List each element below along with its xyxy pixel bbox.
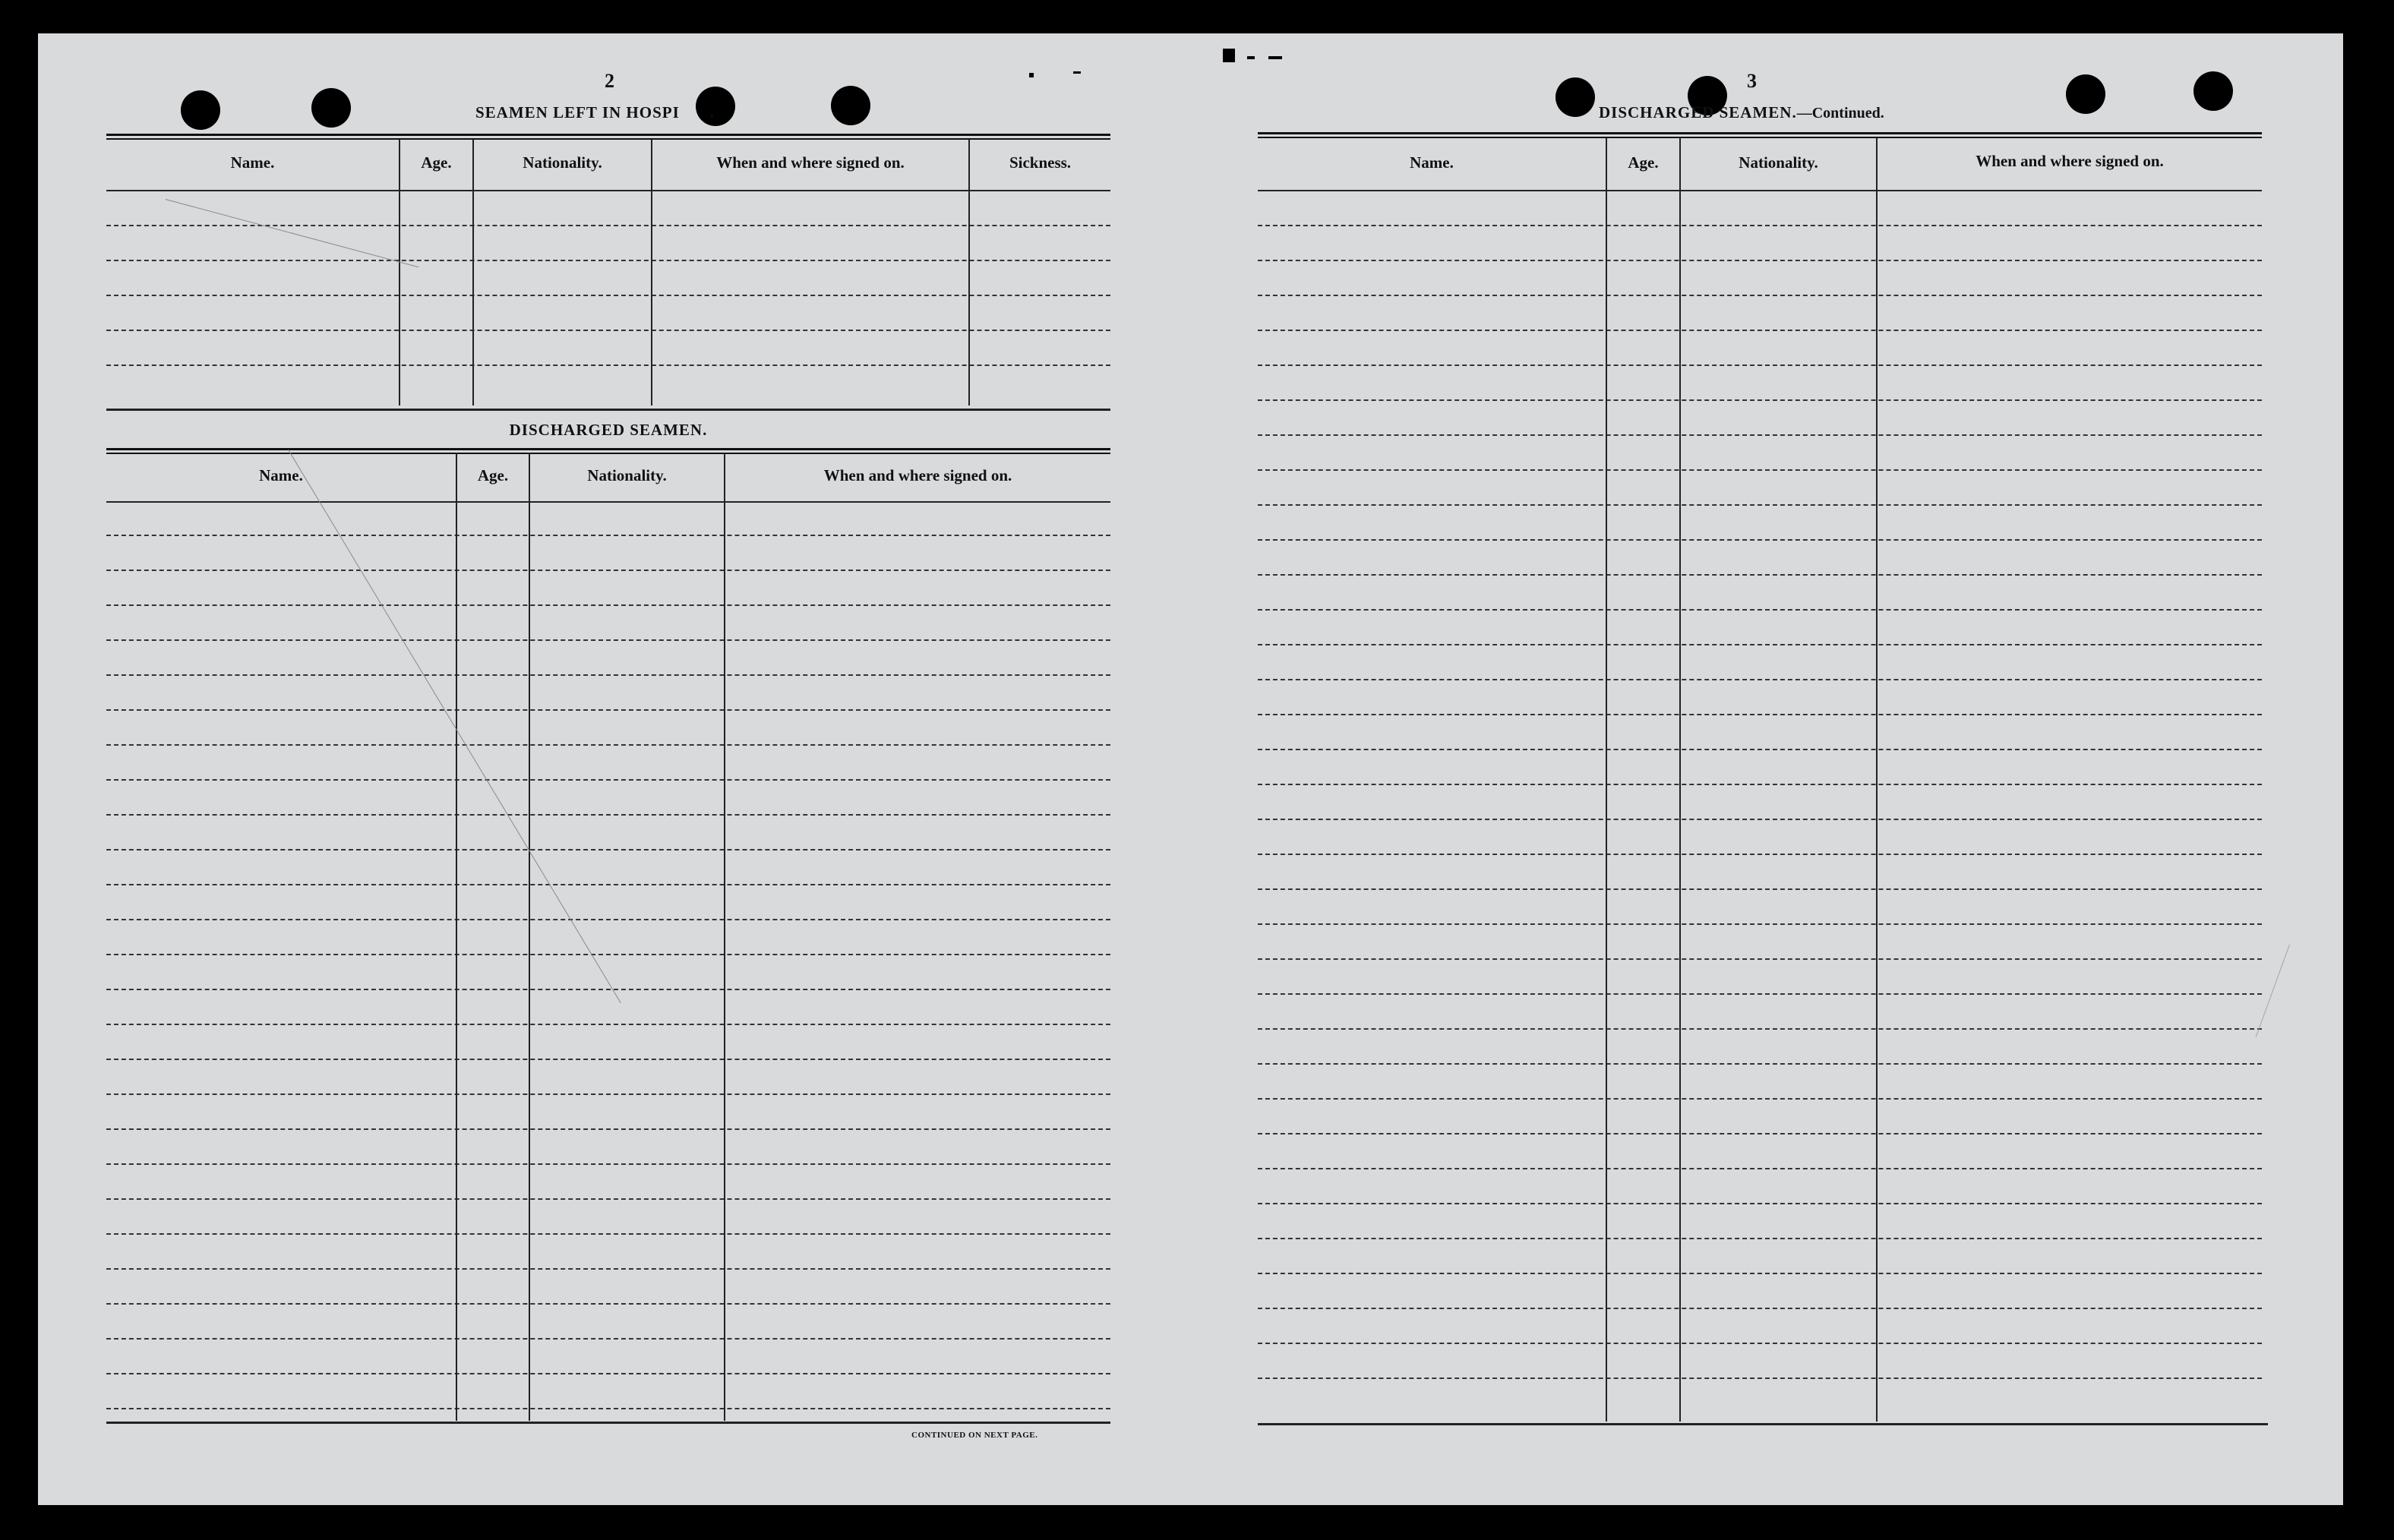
section-rule: [106, 409, 1110, 411]
column-divider: [456, 453, 457, 1421]
header-sickness: Sickness.: [1009, 153, 1072, 172]
ruled-row-line: [1258, 993, 2262, 995]
ruled-row-line: [106, 295, 1110, 296]
ink-speck: [1073, 71, 1081, 74]
header-age: Age.: [477, 466, 509, 484]
ruled-row-line: [1258, 609, 2262, 611]
rule-double: [1258, 132, 2262, 134]
ruled-row-line: [1258, 644, 2262, 645]
ruled-row-line: [1258, 539, 2262, 541]
ruled-row-line: [106, 849, 1110, 850]
section-title-end: .: [709, 103, 715, 121]
header-name: Name.: [230, 153, 275, 172]
ruled-row-line: [1258, 1238, 2262, 1239]
ruled-row-line: [106, 884, 1110, 885]
ruled-row-line: [106, 709, 1110, 711]
ruled-row-line: [106, 639, 1110, 641]
ruled-row-line: [1258, 1203, 2262, 1204]
header-nationality: Nationality.: [587, 466, 667, 484]
ruled-row-line: [106, 604, 1110, 606]
ruled-row-line: [1258, 679, 2262, 680]
ruled-row-line: [1258, 749, 2262, 750]
column-divider: [651, 140, 652, 406]
ruled-row-line: [106, 330, 1110, 331]
header-age: Age.: [1628, 153, 1659, 172]
ruled-row-line: [106, 1408, 1110, 1409]
column-divider: [724, 453, 725, 1421]
header-nationality: Nationality.: [523, 153, 602, 172]
title-part: ED SEAMEN.: [1691, 103, 1797, 121]
ruled-row-line: [106, 1233, 1110, 1235]
header-when-where-signed-on: When and where signed on.: [716, 153, 905, 172]
ruled-row-line: [106, 1024, 1110, 1025]
ruled-row-line: [1258, 1168, 2262, 1169]
title-part: DISCHARG: [1599, 103, 1691, 121]
ruled-row-line: [106, 779, 1110, 781]
ruled-row-line: [1258, 399, 2262, 401]
pencil-stroke: [166, 199, 419, 267]
ruled-row-line: [106, 570, 1110, 571]
header-name: Name.: [259, 466, 303, 484]
ruled-row-line: [106, 225, 1110, 226]
column-divider: [1606, 138, 1607, 1422]
ruled-row-line: [106, 674, 1110, 676]
ruled-row-line: [106, 1198, 1110, 1200]
ruled-row-line: [1258, 1273, 2262, 1274]
ruled-row-line: [1258, 958, 2262, 960]
ruled-row-line: [106, 535, 1110, 536]
header-when-where-signed-on: When and where signed on.: [1976, 152, 2164, 170]
column-divider: [399, 140, 400, 406]
ruled-row-line: [1258, 1133, 2262, 1134]
ruled-row-line: [1258, 434, 2262, 436]
section-title-seamen-left-in-hospital: [475, 103, 715, 122]
ruled-row-line: [1258, 1098, 2262, 1100]
ruled-row-line: [1258, 1377, 2262, 1379]
bottom-rule: [106, 1422, 1110, 1424]
page-number-left: 2: [605, 70, 614, 92]
ruled-row-line: [106, 260, 1110, 261]
ruled-row-line: [106, 1303, 1110, 1305]
header-rule: [106, 190, 1110, 191]
ruled-row-line: [1258, 295, 2262, 296]
section-title-text: SEAMEN LEFT IN HOSPI: [475, 103, 680, 121]
ruled-row-line: [106, 1373, 1110, 1374]
ruled-row-line: [1258, 819, 2262, 820]
punch-hole: [181, 90, 220, 130]
column-divider: [1679, 138, 1681, 1422]
ruled-row-line: [1258, 225, 2262, 226]
ruled-row-line: [106, 744, 1110, 746]
ruled-row-line: [106, 1128, 1110, 1130]
column-divider: [968, 140, 970, 406]
punch-hole: [1555, 77, 1595, 117]
ruled-row-line: [1258, 923, 2262, 925]
ruled-row-line: [106, 989, 1110, 990]
ruled-row-line: [1258, 260, 2262, 261]
ruled-row-line: [1258, 1308, 2262, 1309]
header-when-where-signed-on: When and where signed on.: [823, 466, 1012, 484]
ruled-row-line: [1258, 1028, 2262, 1030]
ruled-row-line: [106, 364, 1110, 366]
ruled-row-line: [106, 814, 1110, 816]
ruled-row-line: [106, 1093, 1110, 1095]
ruled-row-line: [106, 919, 1110, 920]
header-rule: [1258, 190, 2262, 191]
section-title-discharged-continued: [1599, 103, 1884, 122]
ruled-row-line: [106, 1338, 1110, 1340]
header-rule: [106, 501, 1110, 503]
title-part-continued: —Continued.: [1796, 105, 1884, 121]
ruled-row-line: [1258, 1343, 2262, 1344]
punch-hole: [2066, 74, 2105, 114]
ruled-row-line: [1258, 574, 2262, 576]
ink-speck: [1247, 56, 1255, 59]
rule-double: [106, 134, 1110, 136]
ruled-row-line: [106, 1059, 1110, 1060]
punch-hole: [831, 86, 870, 125]
column-divider: [1876, 138, 1878, 1422]
ruled-row-line: [1258, 1063, 2262, 1065]
ruled-row-line: [106, 954, 1110, 955]
punch-hole: [2193, 71, 2233, 111]
ink-speck: [1223, 49, 1235, 62]
ruled-row-line: [106, 1268, 1110, 1270]
ruled-row-line: [1258, 854, 2262, 855]
ruled-row-line: [1258, 364, 2262, 366]
section-title-discharged-seamen: DISCHARGED SEAMEN.: [509, 421, 708, 439]
rule-double: [106, 448, 1110, 450]
header-nationality: Nationality.: [1739, 153, 1818, 172]
ruled-row-line: [1258, 784, 2262, 785]
ruled-row-line: [1258, 330, 2262, 331]
ink-speck: [1029, 73, 1034, 77]
page-number-right: 3: [1747, 70, 1757, 92]
ruled-row-line: [1258, 714, 2262, 715]
ink-speck: [1268, 56, 1282, 59]
header-age: Age.: [421, 153, 452, 172]
ruled-row-line: [1258, 888, 2262, 890]
footer-continued: CONTINUED ON NEXT PAGE.: [911, 1431, 1038, 1440]
punch-hole: [311, 88, 351, 128]
ruled-row-line: [1258, 504, 2262, 506]
ruled-row-line: [106, 1163, 1110, 1165]
column-divider: [472, 140, 474, 406]
header-name: Name.: [1410, 153, 1454, 172]
ruled-row-line: [1258, 469, 2262, 471]
bottom-rule: [1258, 1423, 2268, 1425]
ledger-sheet: [38, 33, 2343, 1505]
column-divider: [529, 453, 530, 1421]
